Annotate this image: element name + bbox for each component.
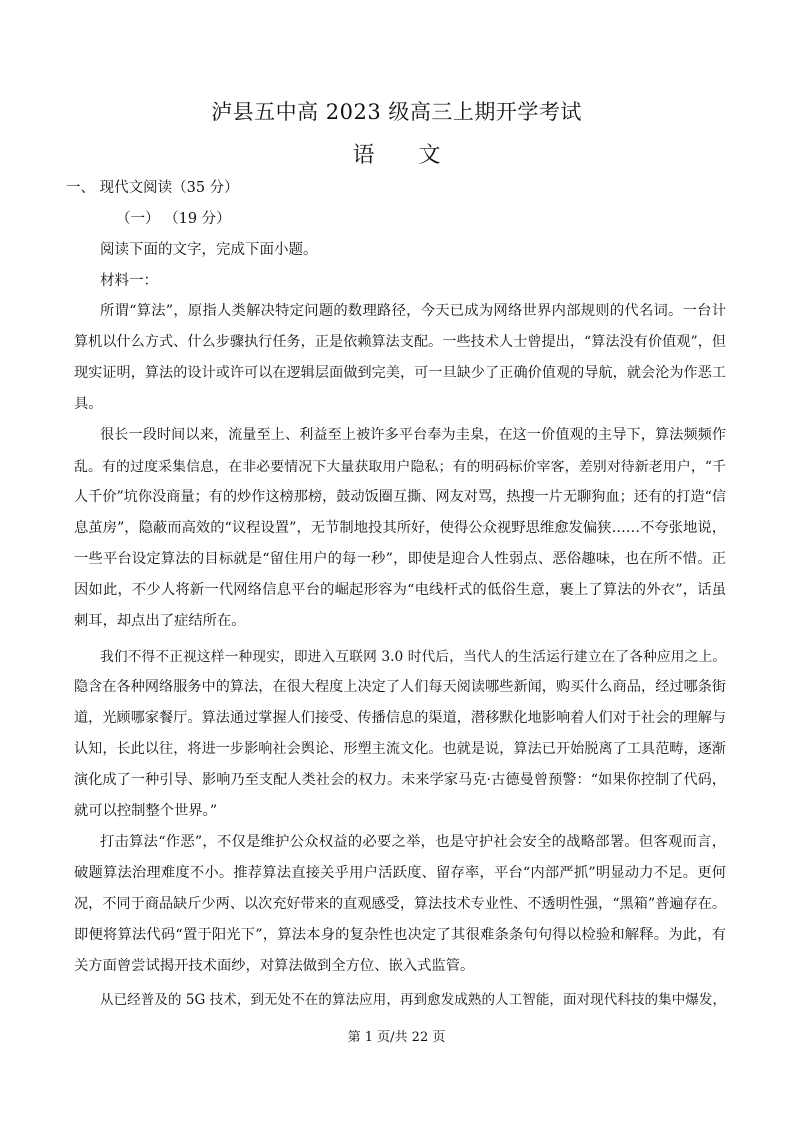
body-line: 从已经普及的 5G 技术，到无处不在的算法应用，再到愈发成熟的人工智能，面对现代科技的集中爆发， (100, 992, 726, 1008)
body-line: 认知，长此以往，将进一步影响社会舆论、形塑主流文化。也就是说，算法已开始脱离了工具范畴，逐渐 (74, 741, 726, 757)
body-line: 人千价”坑你没商量；有的炒作这榜那榜，鼓动饭圈互撕、网友对骂，热搜一片无聊狗血；还有的打造“信 (74, 489, 726, 505)
body-line: 所谓“算法”，原指人类解决特定问题的数理路径，今天已成为网络世界内部规则的代名词。一台计 (100, 303, 726, 319)
part-heading: （一） （19 分） (116, 211, 231, 227)
body-line: 一些平台设定算法的目标就是“留住用户的每一秒”，即使是迎合人性弱点、恶俗趣味，也在所不惜。正 (74, 551, 726, 567)
body-line: 现实证明，算法的设计或许可以在逻辑层面做到完美，可一旦缺少了正确价值观的导航，就会沦为作恶工 (74, 365, 726, 381)
body-line: 打击算法“作恶”，不仅是维护公众权益的必要之举，也是守护社会安全的战略部署。但客观而言， (100, 834, 726, 850)
subject-title: 语 文 (352, 143, 441, 168)
body-line: 刺耳，却点出了症结所在。 (74, 613, 246, 629)
reading-instruction: 阅读下面的文字，完成下面小题。 (100, 242, 318, 258)
body-line: 破题算法治理难度不小。推荐算法直接关乎用户活跃度、留存率，平台“内部严抓”明显动力不足。更何 (74, 865, 726, 881)
body-line: 道，光顾哪家餐厅。算法通过掌握人们接受、传播信息的渠道，潜移默化地影响着人们对于社会的理解与 (74, 710, 726, 726)
body-line: 隐含在各种网络服务中的算法，在很大程度上决定了人们每天阅读哪些新闻，购买什么商品，经过哪条街 (74, 679, 726, 695)
body-line: 算机以什么方式、什么步骤执行任务，正是依赖算法支配。一些技术人士曾提出，“算法没有价值观”，但 (74, 334, 726, 350)
section-heading: 一、 现代文阅读（35 分） (66, 180, 239, 196)
body-line: 乱。有的过度采集信息，在非必要情况下大量获取用户隐私；有的明码标价宰客，差别对待新老用户，“千 (74, 459, 726, 475)
body-line: 息茧房”，隐蔽而高效的“议程设置”，无节制地投其所好，使得公众视野思维愈发偏狭……不夸张地说， (74, 520, 726, 536)
page-number: 第 1 页/共 22 页 (347, 1030, 446, 1045)
body-line: 就可以控制整个世界。” (74, 803, 218, 819)
body-line: 具。 (74, 396, 103, 412)
body-line: 演化成了一种引导、影响乃至支配人类社会的权力。未来学家马克·古德曼曾预警：“如果你控制了代码， (74, 772, 726, 788)
material-label: 材料一： (100, 273, 158, 289)
exam-title: 泸县五中高 2023 级高三上期开学考试 (211, 100, 582, 124)
body-line: 况，不同于商品缺斤少两、以次充好带来的直观感受，算法技术专业性、不透明性强，“黑箱”普遍存在。 (74, 896, 726, 912)
body-line: 很长一段时间以来，流量至上、利益至上被许多平台奉为圭臬，在这一价值观的主导下，算法频频作 (100, 427, 726, 443)
body-line: 因如此，不少人将新一代网络信息平台的崛起形容为“电线杆式的低俗生意，裹上了算法的外衣”，话虽 (74, 582, 726, 598)
body-line: 即便将算法代码“置于阳光下”，算法本身的复杂性也决定了其很难条条句句得以检验和解释。为此，有 (74, 927, 726, 943)
body-line: 关方面曾尝试揭开技术面纱，对算法做到全方位、嵌入式监管。 (74, 958, 475, 974)
body-line: 我们不得不正视这样一种现实，即进入互联网 3.0 时代后，当代人的生活运行建立在了各种应用之上。 (100, 649, 726, 665)
